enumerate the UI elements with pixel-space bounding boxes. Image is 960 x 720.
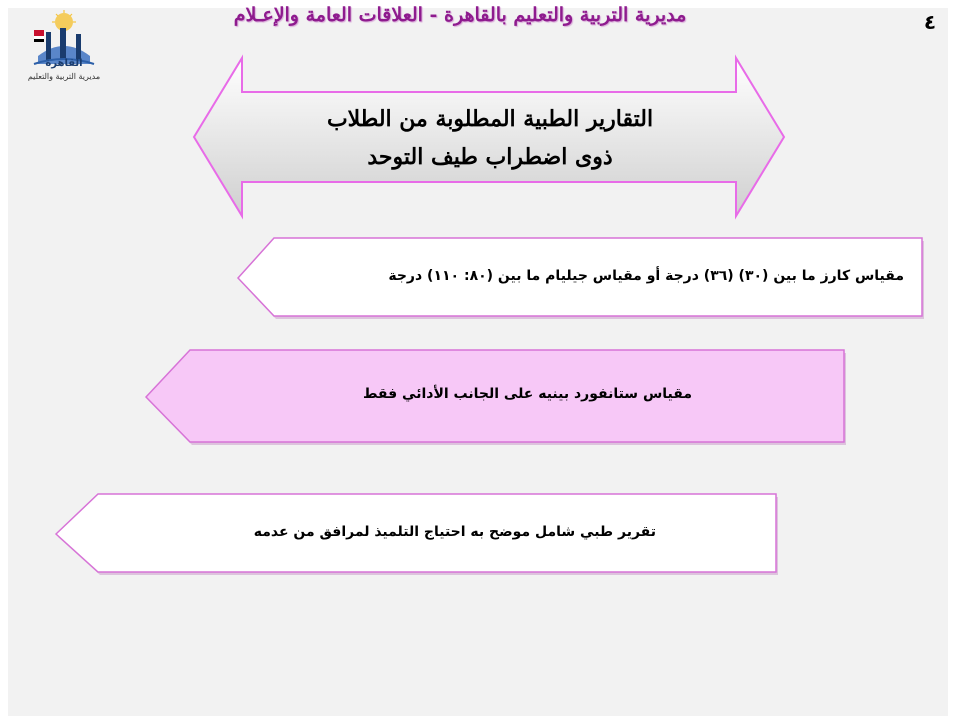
requirement-item-stanford-binet bbox=[144, 348, 848, 446]
item-3-text: تقرير طبي شامل موضح به احتياج التلميذ لمرافق من عدمه bbox=[253, 524, 656, 540]
requirement-item-carz-gilliam bbox=[236, 236, 926, 320]
logo-word: القاهرة bbox=[45, 58, 83, 69]
header-title: مديرية التربية والتعليم بالقاهرة - العلاقات العامة والإعـلام bbox=[233, 4, 687, 26]
requirement-item-medical-report bbox=[54, 492, 780, 576]
title-line-2: ذوى اضطراب طيف التوحد bbox=[367, 144, 613, 170]
logo-caption: مديرية التربية والتعليم bbox=[27, 72, 101, 81]
page-number: ٤ bbox=[923, 10, 937, 34]
item-2-text: مقياس ستانفورد بينيه على الجانب الأدائي فقط bbox=[362, 386, 692, 402]
title-banner bbox=[250, 100, 730, 176]
item-1-text: مقياس كارز ما بين (٣٠) (٣٦) درجة أو مقياس جيليام ما بين (٨٠: ١١٠) درجة bbox=[388, 268, 904, 284]
title-line-1: التقارير الطبية المطلوبة من الطلاب bbox=[326, 106, 654, 132]
